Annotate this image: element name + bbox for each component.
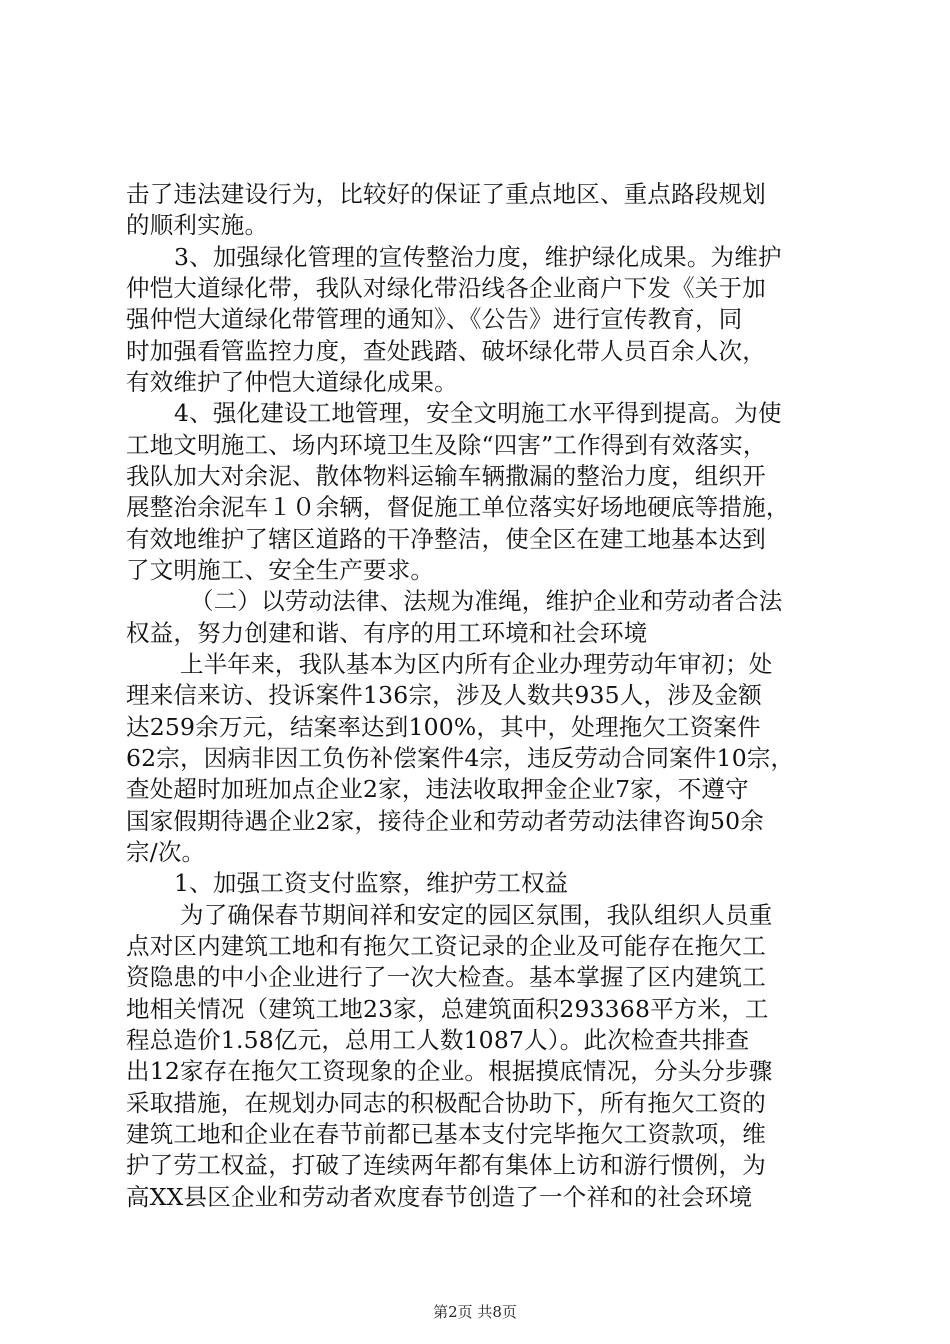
body-text-line: 出12家存在拖欠工资现象的企业。根据摸底情况，分头分步骤: [126, 1057, 773, 1085]
body-text-line: 宗/次。: [126, 838, 206, 866]
body-text-line: 击了违法建设行为，比较好的保证了重点地区、重点路段规划: [126, 180, 766, 208]
body-text-line: 62宗，因病非因工负伤补偿案件4宗，违反劳动合同案件10宗，: [126, 744, 795, 772]
body-text-line: 4、强化建设工地管理，安全文明施工水平得到提高。为使: [174, 399, 782, 427]
body-text-line: 点对区内建筑工地和有拖欠工资记录的企业及可能存在拖欠工: [126, 932, 766, 960]
body-text-line: 采取措施，在规划办同志的积极配合协助下，所有拖欠工资的: [126, 1089, 766, 1117]
body-text-line: 国家假期待遇企业2家，接待企业和劳动者劳动法律咨询50余: [126, 807, 764, 835]
body-text-line: 强仲恺大道绿化带管理的通知》、《公告》进行宣传教育，同: [126, 305, 743, 333]
page-number-footer: 第2页 共8页: [433, 1303, 517, 1321]
body-text-line: 建筑工地和企业在春节前都已基本支付完毕拖欠工资款项，维: [126, 1120, 766, 1148]
body-text-line: 有效维护了仲恺大道绿化成果。: [126, 368, 458, 396]
body-text-line: 工地文明施工、场内环境卫生及除“四害”工作得到有效落实，: [126, 431, 767, 459]
body-text-line: 资隐患的中小企业进行了一次大检查。基本掌握了区内建筑工: [126, 963, 766, 991]
body-text-line: 的顺利实施。: [126, 211, 269, 239]
body-text-line: 我队加大对余泥、散体物料运输车辆撒漏的整治力度，组织开: [126, 462, 766, 490]
body-text-line: 为了确保春节期间祥和安定的园区氛围，我队组织人员重: [180, 901, 773, 929]
section-heading-line: （二）以劳动法律、法规为准绳，维护企业和劳动者合法: [190, 587, 783, 615]
body-text-line: 地相关情况（建筑工地23家，总建筑面积293368平方米，工: [126, 995, 769, 1023]
body-text-line: 查处超时加班加点企业2家，违法收取押金企业7家，不遵守: [126, 775, 749, 803]
body-text-line: 有效地维护了辖区道路的干净整洁，使全区在建工地基本达到: [126, 525, 766, 553]
body-text-line: 护了劳工权益，打破了连续两年都有集体上访和游行惯例，为: [126, 1151, 766, 1179]
body-text-line: 仲恺大道绿化带，我队对绿化带沿线各企业商户下发《关于加: [126, 274, 766, 302]
body-text-line: 了文明施工、安全生产要求。: [126, 556, 435, 584]
body-text-line: 高XX县区企业和劳动者欢度春节创造了一个祥和的社会环境: [126, 1183, 753, 1211]
body-text-line: 时加强看管监控力度，查处践踏、破坏绿化带人员百余人次，: [126, 337, 766, 365]
body-text-line: 展整治余泥车１０余辆，督促施工单位落实好场地硬底等措施，: [126, 493, 790, 521]
body-text-line: 程总造价1.58亿元，总用工人数1087人）。此次检查共排查: [126, 1026, 750, 1054]
subsection-heading-line: 1、加强工资支付监察，维护劳工权益: [174, 869, 569, 897]
body-text-line: 理来信来访、投诉案件136宗，涉及人数共935人，涉及金额: [126, 681, 763, 709]
section-heading-line: 权益，努力创建和谐、有序的用工环境和社会环境: [126, 619, 648, 647]
body-text-line: 3、加强绿化管理的宣传整治力度，维护绿化成果。为维护: [174, 243, 782, 271]
body-text-line: 上半年来，我队基本为区内所有企业办理劳动年审初；处: [180, 650, 773, 678]
body-text-line: 达259余万元，结案率达到100%，其中，处理拖欠工资案件: [126, 713, 761, 741]
